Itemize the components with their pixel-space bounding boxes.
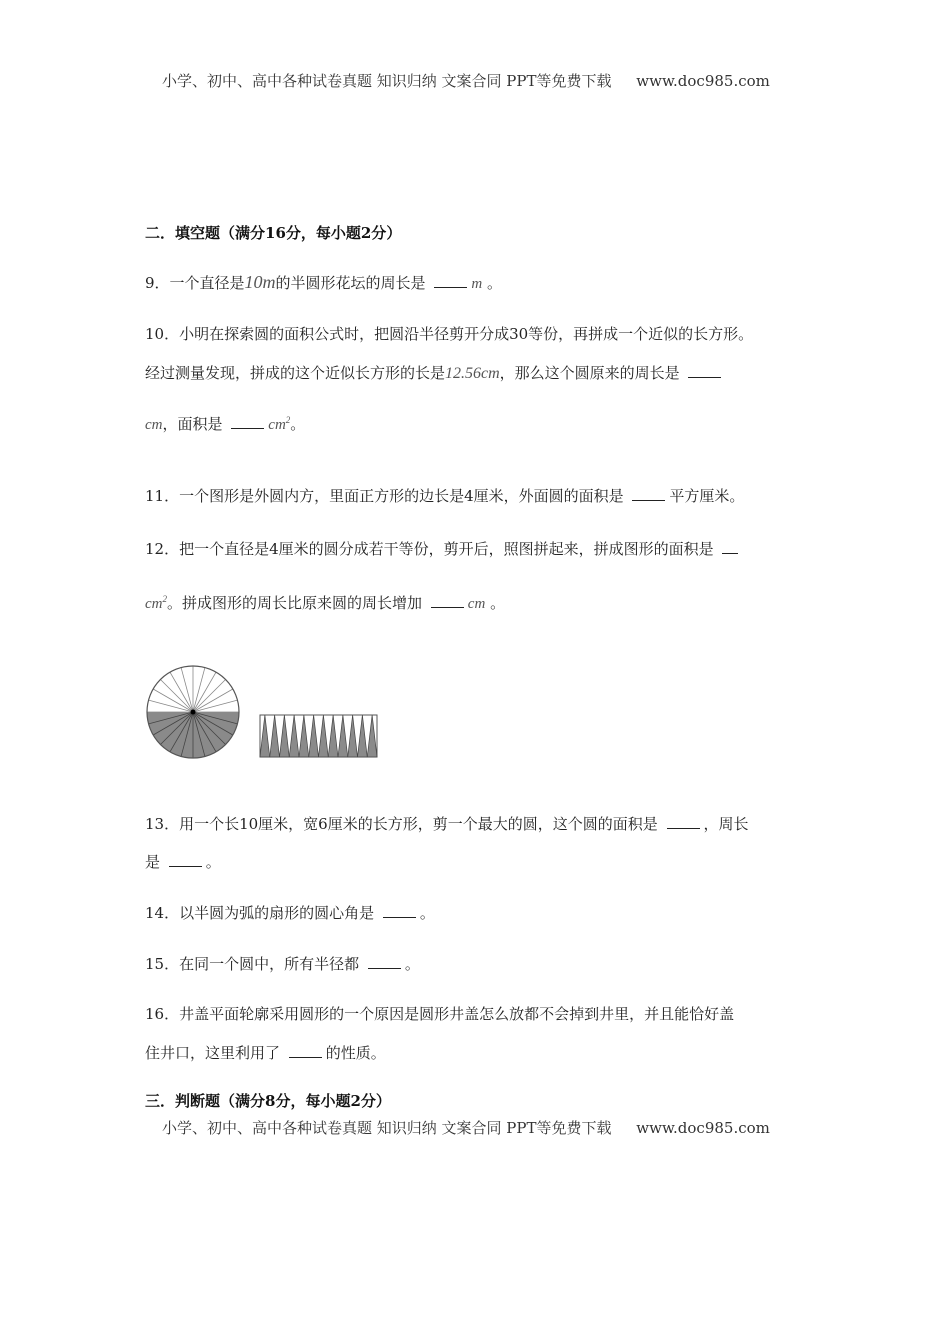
page-header: 小学、初中、高中各种试卷真题 知识归纳 文案合同 PPT等免费下载 www.doc985.com xyxy=(162,72,770,90)
question-12-line-1: 12．把一个直径是4厘米的圆分成若干等份，剪开后，照图拼起来，拼成图形的面积是 xyxy=(145,538,742,559)
question-16-line-1: 16．井盖平面轮廓采用圆形的一个原因是圆形井盖怎么放都不会掉到井里，并且能恰好盖 xyxy=(145,1005,735,1023)
center-point xyxy=(191,710,196,715)
question-10-line-3: cm，面积是 $cm^2$。 xyxy=(145,415,306,433)
answer-blank[interactable] xyxy=(231,414,264,429)
question-13-line-2: 是 。 xyxy=(145,853,221,871)
question-10-line-2: 经过测量发现，拼成的这个近似长方形的长是12.56cm，那么这个圆原来的周长是 xyxy=(145,362,725,383)
question-10-line-1: 10．小明在探索圆的面积公式时，把圆沿半径剪开分成30等份，再拼成一个近似的长方形。 xyxy=(145,325,754,343)
radius-line xyxy=(193,700,237,712)
answer-blank[interactable] xyxy=(434,273,467,288)
page-footer: 小学、初中、高中各种试卷真题 知识归纳 文案合同 PPT等免费下载 www.doc985.com xyxy=(162,1119,770,1137)
circle-rearrangement-figure xyxy=(145,665,385,765)
answer-blank[interactable] xyxy=(368,954,401,969)
question-11: 11．一个图形是外圆内方，里面正方形的边长是4厘米，外面圆的面积是 平方厘米。 xyxy=(145,487,745,505)
segmented-circle xyxy=(147,666,239,758)
question-14: 14．以半圆为弧的扇形的圆心角是 。 xyxy=(145,904,435,922)
answer-blank[interactable] xyxy=(431,593,464,608)
question-13-line-1: 13．用一个长10厘米，宽6厘米的长方形，剪一个最大的圆，这个圆的面积是 ，周长 xyxy=(145,815,749,833)
radius-line xyxy=(181,668,193,712)
header-site[interactable]: www.doc985.com xyxy=(636,72,770,90)
answer-blank[interactable] xyxy=(632,486,665,501)
rearranged-strip xyxy=(260,715,377,757)
answer-blank[interactable] xyxy=(289,1043,322,1058)
question-16-line-2: 住井口，这里利用了 的性质。 xyxy=(145,1044,386,1062)
question-9: 9．一个直径是10m的半圆形花坛的周长是 m 。 xyxy=(145,272,502,292)
answer-blank[interactable] xyxy=(169,852,202,867)
answer-blank[interactable] xyxy=(688,363,721,378)
footer-site[interactable]: www.doc985.com xyxy=(636,1119,770,1137)
answer-blank[interactable] xyxy=(383,903,416,918)
answer-blank[interactable] xyxy=(722,539,738,554)
question-12-line-2: $cm^2$。拼成图形的周长比原来圆的周长增加 cm 。 xyxy=(145,594,506,612)
radius-line xyxy=(149,700,193,712)
section-title-fill-blank: 二．填空题（满分16分，每小题2分） xyxy=(145,224,402,242)
answer-blank[interactable] xyxy=(667,814,700,829)
section-title-true-false: 三．判断题（满分8分，每小题2分） xyxy=(145,1092,391,1110)
radius-line xyxy=(193,668,205,712)
question-15: 15．在同一个圆中，所有半径都 。 xyxy=(145,955,420,973)
